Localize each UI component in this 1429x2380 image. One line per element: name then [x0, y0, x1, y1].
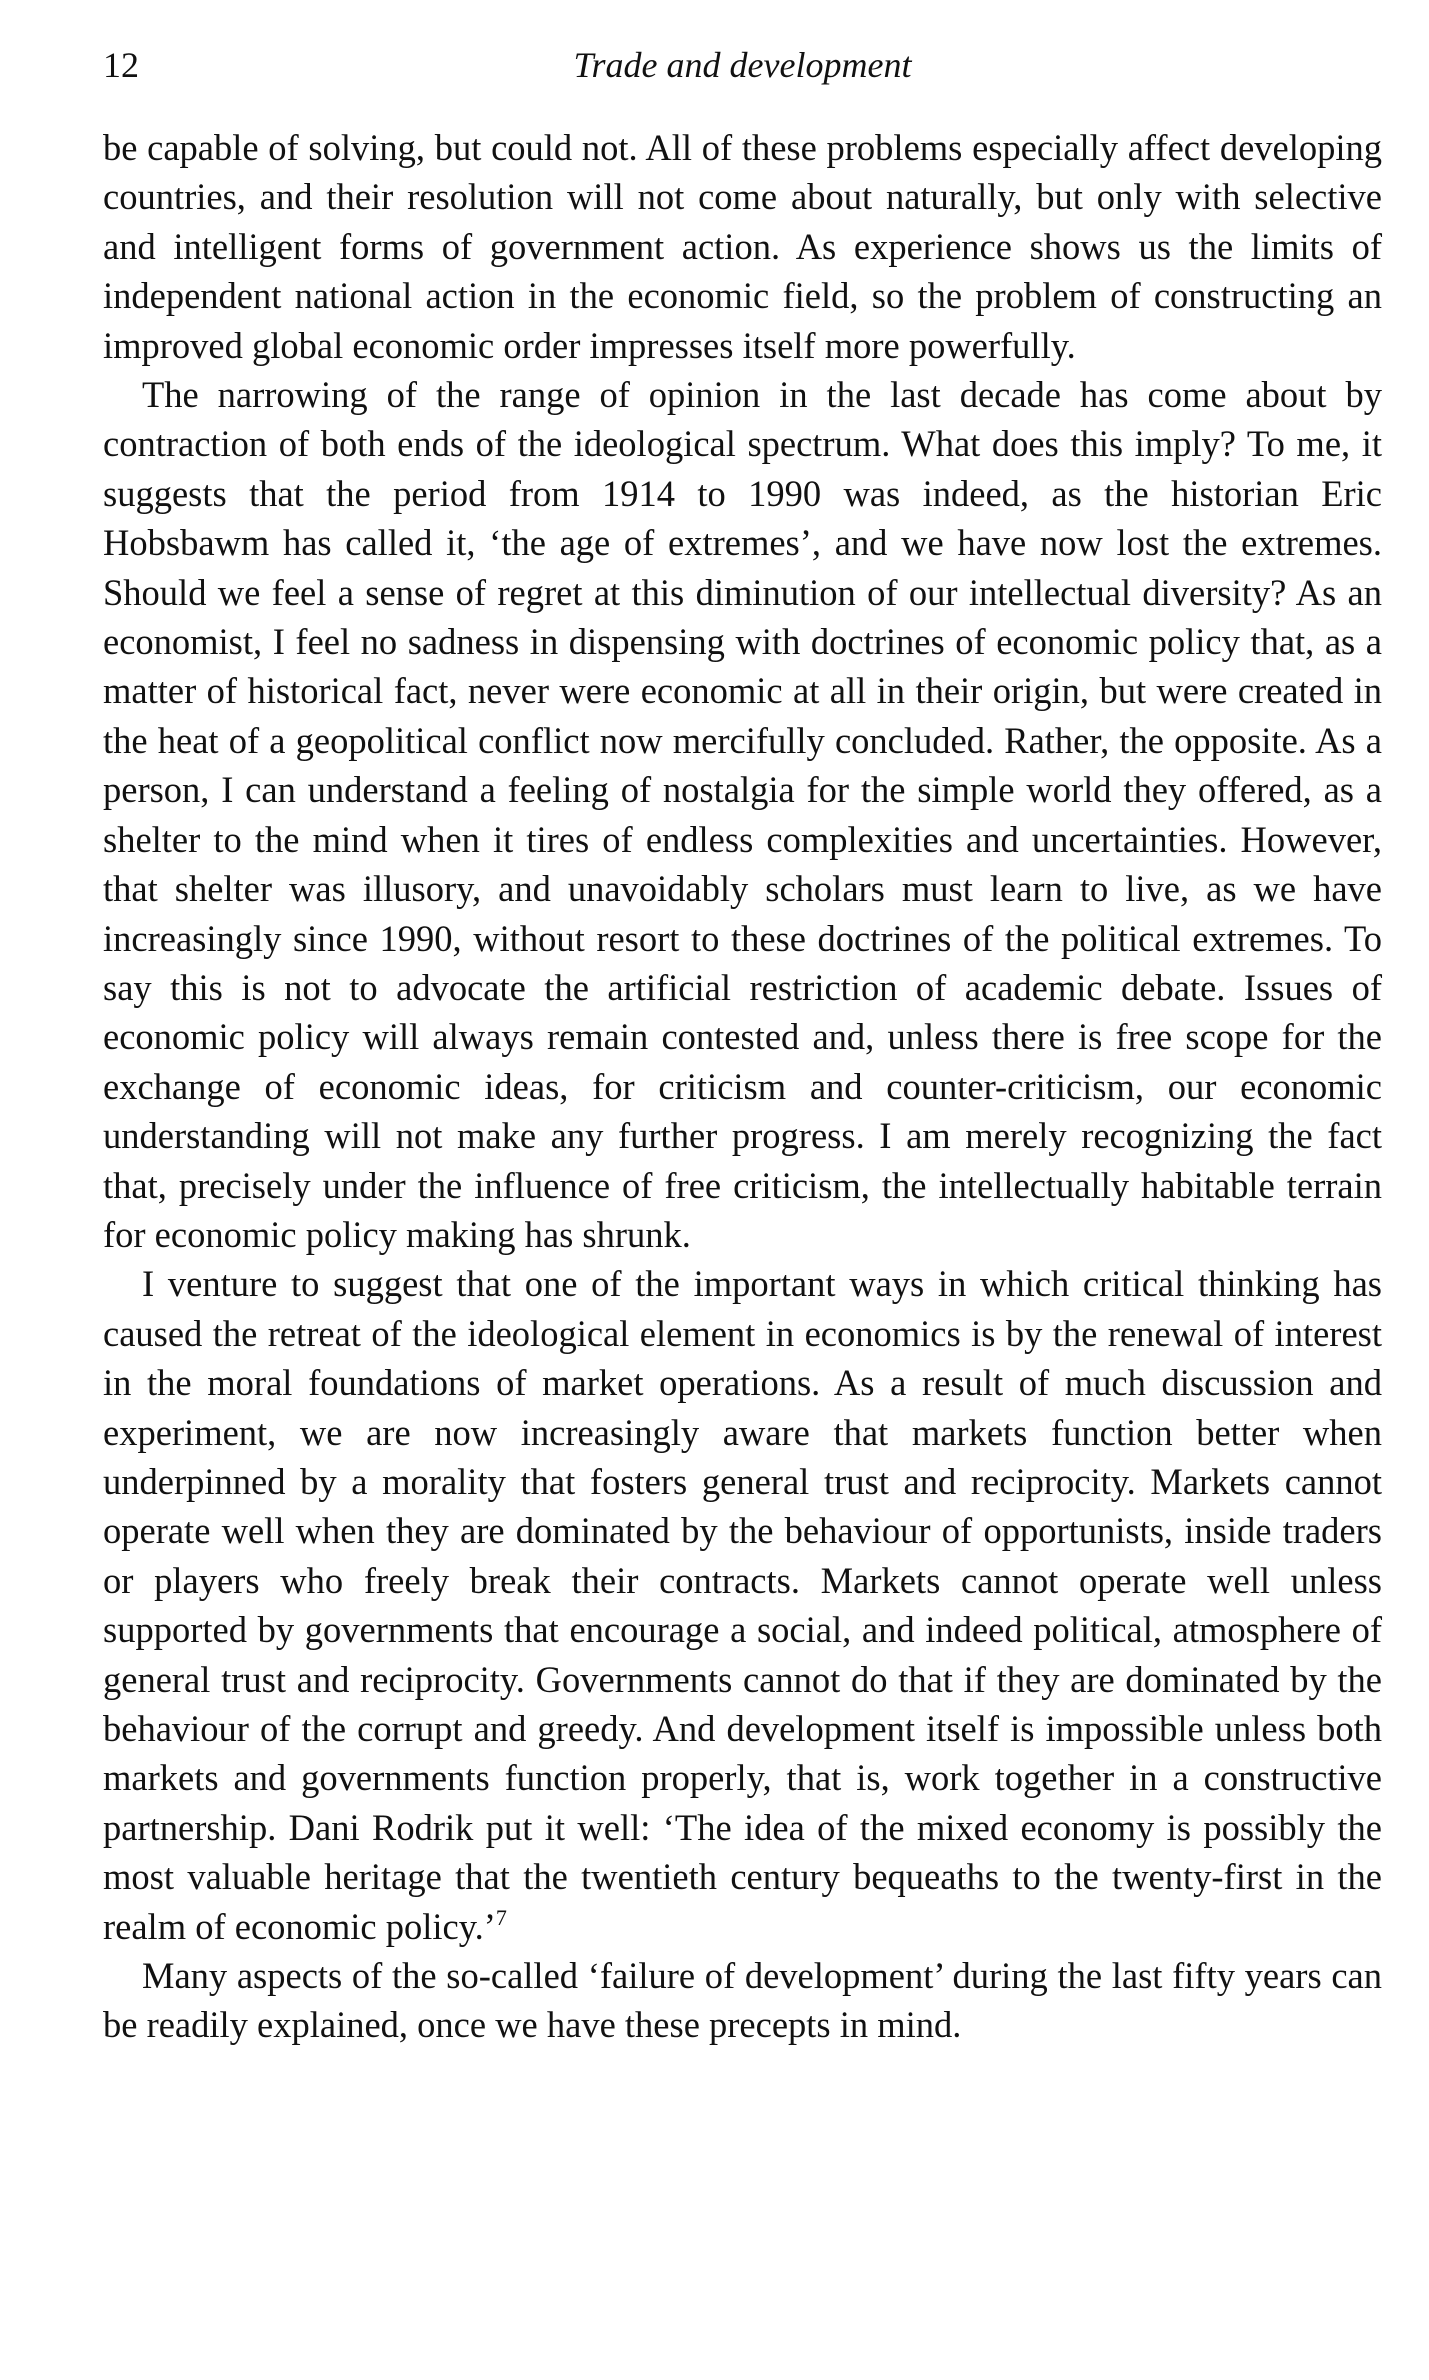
page-header — [103, 40, 1382, 90]
page-number: 12 — [103, 45, 139, 85]
footnote-reference: 7 — [495, 1904, 507, 1930]
book-page-body — [103, 123, 1382, 2050]
paragraph-text: The narrowing of the range of opinion in the last decade has come about by contraction of both ends of the ideological spectrum. What does this imply? To me, it suggests that the period from 1914 to 1990 was indeed, as the historian Eric Hobsbawm has called it, ‘the age of extremes’, and we have now lost the extremes. Should we feel a sense of regret at this diminution of our intellectual diversity? As an economist, I feel no sadness in dispensing with doctrines of economic policy that, as a matter of historical fact, never were economic at all in their origin, but were created in the heat of a geopolitical conflict now mercifully concluded. Rather, the opposite. As a person, I can understand a feeling of nostalgia for the simple world they offered, as a shelter to the mind when it tires of endless complexities and uncertainties. However, that shelter was illusory, and unavoidably scholars must learn to live, as we have increasingly since 1990, without resort to these doctrines of the political extremes. To say this is not to advocate the artificial restriction of academic debate. Issues of economic policy will always remain contested and, unless there is free scope for the exchange of economic ideas, for criticism and counter-criticism, our economic understanding will not make any further progress. I am merely recognizing the fact that, precisely under the influence of free criticism, the intellectually habitable terrain for economic policy making has shrunk. — [103, 374, 1382, 1255]
paragraph-failure-of-development — [103, 1951, 1382, 2050]
paragraph-age-of-extremes — [103, 370, 1382, 1259]
paragraph-text: be capable of solving, but could not. All of these problems especially affect developing countries, and their resolution will not come about naturally, but only with selective and intelligent forms of government action. As experience shows us the limits of independent national action in the economic field, so the problem of constructing an improved global economic order impresses itself more powerfully. — [103, 127, 1382, 366]
paragraph-text: I venture to suggest that one of the important ways in which critical thinking has caused the retreat of the ideological element in economics is by the renewal of interest in the moral foundations of market operations. As a result of much discussion and experiment, we are now increasingly aware that markets function better when underpinned by a morality that fosters general trust and reciprocity. Markets cannot operate well when they are dominated by the behaviour of opportunists, inside traders or players who freely break their contracts. Markets cannot operate well unless supported by governments that encourage a social, and indeed political, atmosphere of general trust and reciprocity. Governments cannot do that if they are dominated by the behaviour of the corrupt and greedy. And development itself is impossible unless both markets and governments function properly, that is, work together in a constructive partnership. Dani Rodrik put it well: ‘The idea of the mixed economy is possibly the most valuable heritage that the twentieth century bequeaths to the twenty-first in the realm of economic policy.’ — [103, 1263, 1382, 1947]
paragraph-text: Many aspects of the so-called ‘failure of development’ during the last fifty years can be readily explained, once we have these precepts in mind. — [103, 1955, 1382, 2046]
paragraph-moral-foundations — [103, 1259, 1382, 1951]
running-title: Trade and development — [573, 45, 912, 85]
paragraph-continuation — [103, 123, 1382, 370]
